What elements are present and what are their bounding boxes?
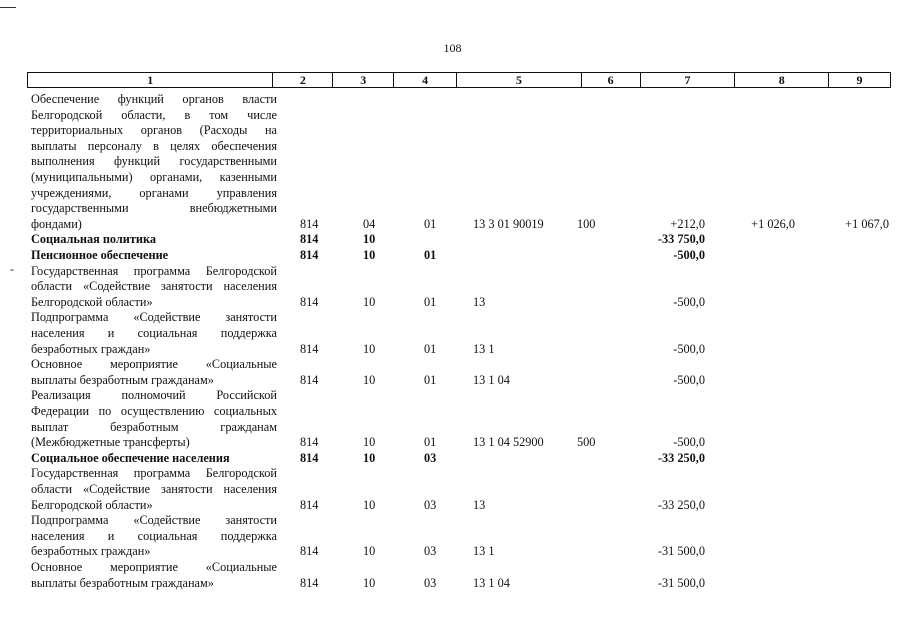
row-description: безработных граждан» (31, 544, 151, 559)
header-col-1: 1 (28, 73, 273, 87)
cell-col-2: 814 (300, 216, 319, 231)
header-col-9: 9 (856, 73, 863, 87)
table-row (27, 326, 891, 341)
table-row (27, 420, 891, 435)
cell-col-7: -31 500,0 (657, 575, 705, 590)
table-row (27, 388, 891, 403)
cell-col-3: 10 (363, 341, 376, 356)
row-description: фондами) (31, 216, 82, 231)
table-row (27, 373, 891, 388)
header-col-3: 3 (333, 73, 394, 87)
cell-col-2: 814 (300, 544, 319, 559)
table-row (27, 92, 891, 107)
cell-col-4: 03 (424, 575, 437, 590)
cell-col-4: 01 (424, 294, 437, 309)
table-row (27, 217, 891, 232)
cell-col-2: 814 (300, 575, 319, 590)
cell-col-3: 10 (363, 248, 376, 262)
row-description: Основное мероприятие «Социальные (31, 357, 277, 372)
cell-col-2: 814 (300, 294, 319, 309)
table-row (27, 513, 891, 528)
page-number: 108 (443, 41, 462, 55)
cell-col-9: +1 067,0 (845, 216, 889, 231)
cell-col-5: 13 3 01 90019 (473, 216, 544, 231)
row-description: территориальных органов (Расходы на (31, 123, 277, 138)
row-description: Основное мероприятие «Социальные (31, 560, 277, 574)
cell-col-5: 13 1 04 (473, 372, 510, 387)
table-header (27, 72, 891, 88)
cell-col-3: 10 (363, 575, 376, 590)
row-description: Федерации по осуществлению социальных (31, 404, 277, 418)
cell-col-2: 814 (300, 372, 319, 387)
cell-col-4: 01 (424, 372, 437, 387)
cell-col-7: -500,0 (673, 248, 705, 262)
cell-col-7: -33 250,0 (657, 497, 705, 512)
cell-col-3: 10 (363, 450, 376, 465)
table-row (27, 544, 891, 559)
table-row (27, 451, 891, 466)
table-row (27, 295, 891, 310)
table-row (27, 435, 891, 450)
cell-col-6: 500 (577, 435, 596, 450)
row-description: области «Содействие занятости населения (31, 279, 277, 294)
row-description: области «Содействие занятости населения (31, 482, 277, 496)
cell-col-5: 13 1 (473, 341, 495, 356)
table-row (27, 404, 891, 419)
table-row (27, 139, 891, 154)
table-row (27, 529, 891, 544)
table-row (27, 154, 891, 169)
row-description: Обеспечение функций органов власти (31, 92, 277, 106)
row-description: населения и социальная поддержка (31, 326, 277, 340)
table-row (27, 279, 891, 294)
table-row (27, 264, 891, 279)
table-row (27, 466, 891, 481)
cell-col-7: +212,0 (670, 216, 705, 231)
row-description: Белгородской области» (31, 294, 153, 309)
row-description: выплаты безработным гражданам» (31, 575, 214, 590)
table-row (27, 560, 891, 575)
cell-col-5: 13 (473, 497, 486, 512)
cell-col-2: 814 (300, 435, 319, 450)
cell-col-5: 13 1 04 (473, 575, 510, 590)
row-description: выплат безработным гражданам (31, 419, 277, 434)
table-row (27, 186, 891, 201)
row-description: Подпрограмма «Содействие занятости (31, 513, 277, 528)
cell-col-7: -500,0 (673, 294, 705, 309)
cell-col-2: 814 (300, 232, 319, 247)
row-description: Государственная программа Белгородской (31, 466, 277, 481)
cell-col-4: 03 (424, 544, 437, 559)
cell-col-7: -33 250,0 (657, 450, 705, 465)
margin-dash: - (10, 262, 14, 276)
table-row (27, 310, 891, 325)
table-row (27, 232, 891, 247)
table-row (27, 498, 891, 513)
cell-col-4: 03 (424, 497, 437, 512)
cell-col-6: 100 (577, 216, 596, 231)
row-description: Белгородской области» (31, 497, 153, 512)
row-description: (муниципальными) органами, казенными (31, 170, 277, 184)
cell-col-3: 10 (363, 294, 376, 309)
table-row (27, 123, 891, 138)
cell-col-7: -31 500,0 (657, 544, 705, 559)
table-row (27, 482, 891, 497)
table-row (27, 576, 891, 591)
cell-col-8: +1 026,0 (751, 216, 795, 231)
corner-mark (0, 7, 16, 8)
cell-col-5: 13 1 04 52900 (473, 435, 544, 450)
header-col-2: 2 (273, 73, 333, 87)
cell-col-5: 13 1 (473, 544, 495, 559)
cell-col-2: 814 (300, 248, 319, 262)
cell-col-2: 814 (300, 341, 319, 356)
row-description: Социальное обеспечение населения (31, 450, 230, 465)
row-description: выплаты безработным гражданам» (31, 372, 214, 387)
cell-col-7: -500,0 (673, 435, 705, 450)
cell-col-4: 01 (424, 248, 437, 262)
row-description: выполнения функций государственными (31, 154, 277, 169)
header-col-6: 6 (582, 73, 641, 87)
cell-col-3: 10 (363, 497, 376, 512)
cell-col-7: -500,0 (673, 341, 705, 356)
row-description: учреждениями, органами управления (31, 185, 277, 200)
table-row (27, 201, 891, 216)
cell-col-4: 01 (424, 435, 437, 450)
row-description: Государственная программа Белгородской (31, 263, 277, 278)
row-description: выплаты персоналу в целях обеспечения (31, 138, 277, 153)
row-description: Белгородской области, в том числе (31, 107, 277, 122)
cell-col-3: 10 (363, 372, 376, 387)
cell-col-4: 01 (424, 341, 437, 356)
row-description: безработных граждан» (31, 341, 151, 356)
table-row (27, 342, 891, 357)
cell-col-4: 03 (424, 450, 437, 465)
row-description: (Межбюджетные трансферты) (31, 435, 190, 450)
row-description: Подпрограмма «Содействие занятости (31, 310, 277, 325)
header-col-8: 8 (735, 73, 829, 87)
header-col-7: 7 (641, 73, 736, 87)
header-col-4: 4 (394, 73, 457, 87)
row-description: Реализация полномочий Российской (31, 388, 277, 403)
row-description: Пенсионное обеспечение (31, 248, 169, 262)
cell-col-2: 814 (300, 497, 319, 512)
table-row (27, 108, 891, 123)
cell-col-3: 04 (363, 216, 376, 231)
cell-col-7: -33 750,0 (657, 232, 705, 247)
cell-col-7: -500,0 (673, 372, 705, 387)
row-description: Социальная политика (31, 232, 157, 247)
cell-col-2: 814 (300, 450, 319, 465)
table-row (27, 170, 891, 185)
header-col-5: 5 (457, 73, 582, 87)
row-description: государственными внебюджетными (31, 201, 277, 216)
cell-col-3: 10 (363, 435, 376, 450)
cell-col-4: 01 (424, 216, 437, 231)
cell-col-3: 10 (363, 544, 376, 559)
table-row (27, 248, 891, 263)
row-description: населения и социальная поддержка (31, 528, 277, 543)
table-row (27, 357, 891, 372)
cell-col-3: 10 (363, 232, 376, 247)
cell-col-5: 13 (473, 294, 486, 309)
